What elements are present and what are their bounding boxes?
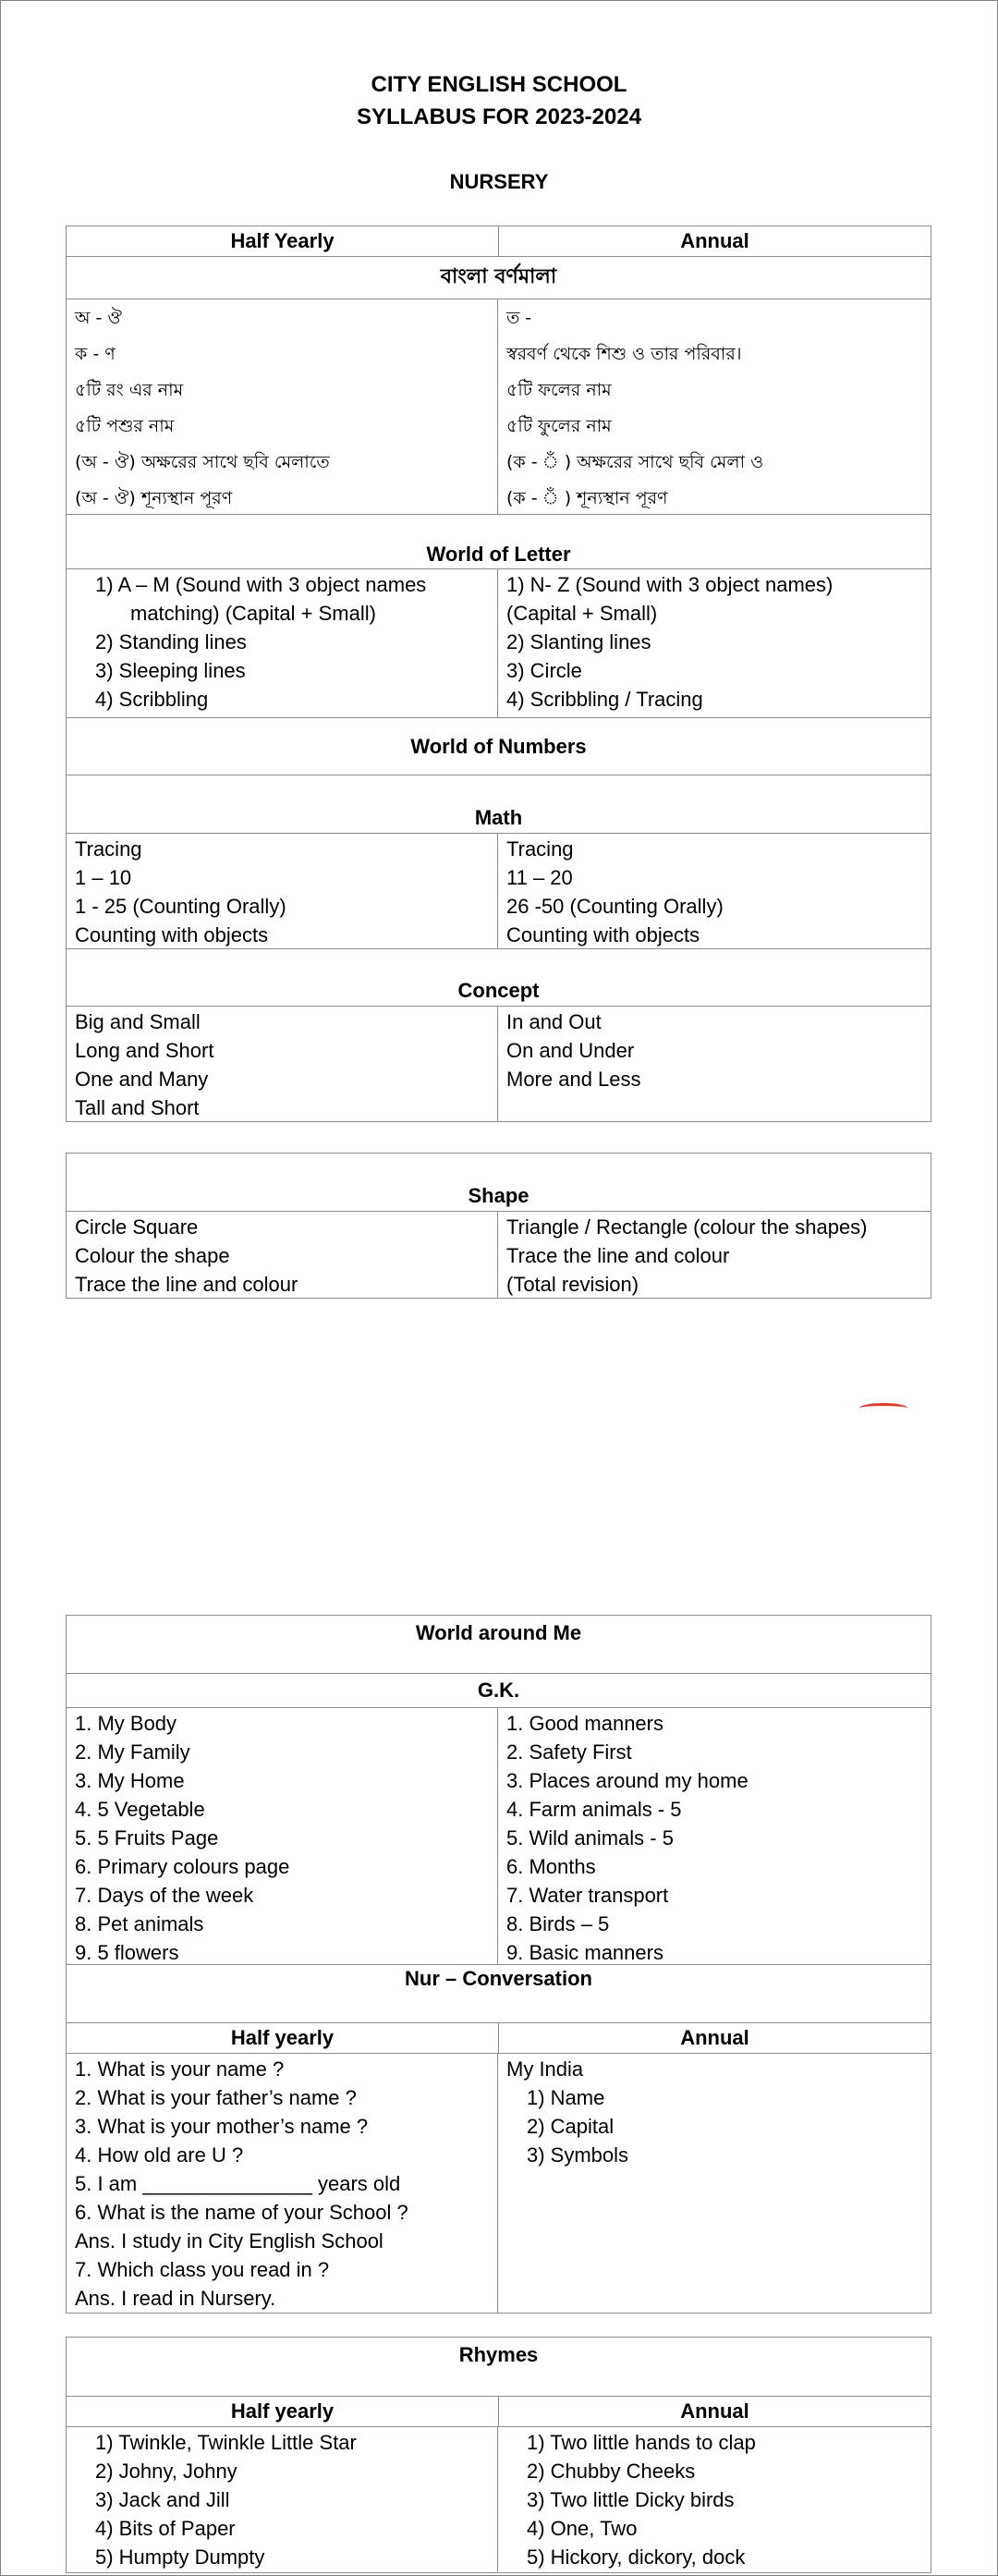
list-item: 9. 5 flowers xyxy=(75,1941,179,1964)
list-item: 2. My Family xyxy=(75,1740,190,1764)
conversation-annual xyxy=(498,2054,930,2313)
list-item: Big and Small xyxy=(75,1010,201,1033)
syllabus-table-2 xyxy=(66,1615,931,2314)
list-item: 6. Months xyxy=(506,1855,596,1878)
list-item: (Total revision) xyxy=(506,1273,639,1296)
list-item: 5. Wild animals - 5 xyxy=(506,1826,674,1850)
rhymes-table xyxy=(66,2337,931,2573)
list-item: One and Many xyxy=(75,1068,209,1091)
shape-title: Shape xyxy=(67,1154,931,1212)
gk-annual xyxy=(498,1708,930,1964)
list-item: 7. Days of the week xyxy=(75,1884,254,1907)
list-item: 7. Which class you read in ? xyxy=(75,2258,330,2281)
list-item: ৫টি ফুলের নাম xyxy=(506,416,612,436)
concept-row xyxy=(67,1007,931,1121)
list-item: Trace the line and colour xyxy=(506,1244,730,1267)
list-item: 2) Slanting lines xyxy=(506,630,651,653)
math-row xyxy=(67,834,931,949)
letters-annual xyxy=(498,569,930,717)
rhymes-title: Rhymes xyxy=(67,2338,931,2397)
shape-annual xyxy=(498,1212,930,1298)
list-item: 7. Water transport xyxy=(506,1884,669,1907)
list-item: (Capital + Small) xyxy=(506,602,658,625)
list-item: Trace the line and colour xyxy=(75,1273,298,1296)
list-item: 5) Hickory, dickory, dock xyxy=(527,2545,746,2569)
list-item: 6. Primary colours page xyxy=(75,1855,290,1878)
list-item: 4) Scribbling / Tracing xyxy=(506,688,703,711)
annual-header: Annual xyxy=(680,2399,749,2423)
list-item: 5) Humpty Dumpty xyxy=(95,2545,265,2569)
half-yearly-header: Half yearly xyxy=(67,2397,499,2426)
math-annual xyxy=(498,834,930,948)
list-item: 26 -50 (Counting Orally) xyxy=(506,895,724,918)
list-item: 4) One, Two xyxy=(527,2517,638,2540)
annual-heading: My India xyxy=(506,2057,584,2081)
list-item: Ans. I read in Nursery. xyxy=(75,2287,276,2310)
list-item: (অ - ঔ) অক্ষরের সাথে ছবি মেলাতে xyxy=(75,452,330,472)
rhymes-header xyxy=(67,2397,931,2427)
half-yearly-header: Half Yearly xyxy=(67,226,499,256)
list-item: Tracing xyxy=(75,837,142,861)
list-item: 3. My Home xyxy=(75,1769,185,1792)
list-item: 8. Pet animals xyxy=(75,1912,204,1935)
list-item: অ - ঔ xyxy=(75,308,122,328)
list-item: ৫টি পশুর নাম xyxy=(75,416,175,436)
list-item: 1. My Body xyxy=(75,1712,177,1735)
list-item: 2) Johny, Johny xyxy=(95,2460,237,2483)
rhymes-half-yearly xyxy=(67,2427,498,2572)
list-item: 2. Safety First xyxy=(506,1740,632,1764)
list-item: 5. 5 Fruits Page xyxy=(75,1826,219,1850)
list-item: 3) Circle xyxy=(506,659,582,682)
concept-title: Concept xyxy=(67,949,931,1007)
concept-annual xyxy=(498,1007,930,1121)
list-item: 3) Jack and Jill xyxy=(95,2488,230,2511)
list-item: 3) Sleeping lines xyxy=(95,659,246,682)
list-item: 1 - 25 (Counting Orally) xyxy=(75,895,286,918)
school-name: CITY ENGLISH SCHOOL xyxy=(371,72,627,97)
list-item: 3. Places around my home xyxy=(506,1769,748,1792)
list-item: Triangle / Rectangle (colour the shapes) xyxy=(506,1215,868,1239)
red-pen-mark xyxy=(859,1403,907,1413)
conversation-header xyxy=(67,2023,931,2054)
table-header xyxy=(67,226,931,257)
list-item: 4) Scribbling xyxy=(95,688,209,711)
conversation-title: Nur – Conversation xyxy=(67,1965,931,2023)
list-item: Tall and Short xyxy=(75,1096,200,1119)
list-item: Ans. I study in City English School xyxy=(75,2229,383,2252)
list-item: 4. Farm animals - 5 xyxy=(506,1798,682,1821)
list-item: 3. What is your mother’s name ? xyxy=(75,2115,369,2138)
list-item: 2) Chubby Cheeks xyxy=(527,2460,696,2483)
list-item: 2) Capital xyxy=(527,2115,615,2138)
rhymes-row xyxy=(67,2427,931,2572)
class-name: NURSERY xyxy=(449,170,549,193)
list-item: 1 – 10 xyxy=(75,866,132,889)
list-item: Colour the shape xyxy=(75,1244,230,1267)
list-item: Counting with objects xyxy=(506,923,700,946)
list-item: Circle Square xyxy=(75,1215,199,1239)
list-item: ক - ণ xyxy=(75,344,116,364)
list-item: (ক - ঁ ) শূন্যস্থান পূরণ xyxy=(506,488,668,508)
gk-row xyxy=(67,1708,931,1965)
list-item: 11 – 20 xyxy=(506,866,573,889)
annual-header: Annual xyxy=(680,229,749,252)
syllabus-table-1 xyxy=(66,226,931,1122)
list-item: 4. How old are U ? xyxy=(75,2143,244,2167)
list-item: Long and Short xyxy=(75,1039,214,1062)
bangla-title: বাংলা বর্ণমালা xyxy=(67,257,931,299)
list-item: matching) (Capital + Small) xyxy=(130,602,376,625)
shape-row xyxy=(67,1212,931,1298)
list-item: Counting with objects xyxy=(75,923,269,946)
list-item: Tracing xyxy=(506,837,574,861)
list-item: (ক - ঁ ) অক্ষরের সাথে ছবি মেলা ও xyxy=(506,452,764,472)
list-item: 5. I am _______________ years old xyxy=(75,2172,401,2195)
conversation-half-yearly xyxy=(67,2054,498,2313)
concept-half-yearly xyxy=(67,1007,498,1121)
half-yearly-header: Half yearly xyxy=(67,2023,499,2053)
list-item: On and Under xyxy=(506,1039,635,1062)
shape-table xyxy=(66,1153,931,1299)
list-item: 1) Two little hands to clap xyxy=(527,2431,756,2454)
list-item: 1) Name xyxy=(527,2086,605,2109)
shape-half-yearly xyxy=(67,1212,498,1298)
list-item: 1) N- Z (Sound with 3 object names) xyxy=(506,573,834,596)
list-item: 1. Good manners xyxy=(506,1712,663,1735)
list-item: স্বরবর্ণ থেকে শিশু ও তার পরিবার। xyxy=(506,344,742,364)
letters-title: World of Letter xyxy=(67,515,931,569)
conversation-row xyxy=(67,2054,931,2313)
list-item: 2. What is your father’s name ? xyxy=(75,2086,357,2109)
list-item: 1) Twinkle, Twinkle Little Star xyxy=(95,2431,357,2454)
list-item: ৫টি রং এর নাম xyxy=(75,380,184,400)
bangla-row xyxy=(67,299,931,515)
syllabus-title: SYLLABUS FOR 2023-2024 xyxy=(356,104,642,129)
list-item: ত - xyxy=(506,308,532,328)
list-item: 8. Birds – 5 xyxy=(506,1912,610,1935)
list-item: 2) Standing lines xyxy=(95,630,247,653)
list-item: More and Less xyxy=(506,1068,641,1091)
letters-half-yearly xyxy=(67,569,498,717)
world-around-title: World around Me xyxy=(67,1616,931,1674)
math-title: Math xyxy=(67,775,931,834)
bangla-half-yearly xyxy=(67,299,498,514)
list-item: 4) Bits of Paper xyxy=(95,2517,236,2540)
letters-row xyxy=(67,569,931,718)
list-item: In and Out xyxy=(506,1010,602,1033)
list-item: 1) A – M (Sound with 3 object names xyxy=(95,573,427,596)
numbers-title: World of Numbers xyxy=(67,718,931,775)
list-item: ৫টি ফলের নাম xyxy=(506,380,612,400)
rhymes-annual xyxy=(498,2427,930,2572)
bangla-annual xyxy=(498,299,930,514)
list-item: 6. What is the name of your School ? xyxy=(75,2201,408,2224)
list-item: 9. Basic manners xyxy=(506,1941,663,1964)
list-item: 4. 5 Vegetable xyxy=(75,1798,205,1821)
annual-header: Annual xyxy=(680,2026,749,2049)
list-item: 1. What is your name ? xyxy=(75,2057,285,2081)
list-item: 3) Two little Dicky birds xyxy=(527,2488,735,2511)
list-item: (অ - ঔ) শূন্যস্থান পূরণ xyxy=(75,488,233,508)
math-half-yearly xyxy=(67,834,498,948)
gk-half-yearly xyxy=(67,1708,498,1964)
list-item: 3) Symbols xyxy=(527,2143,629,2167)
gk-title: G.K. xyxy=(67,1674,931,1708)
